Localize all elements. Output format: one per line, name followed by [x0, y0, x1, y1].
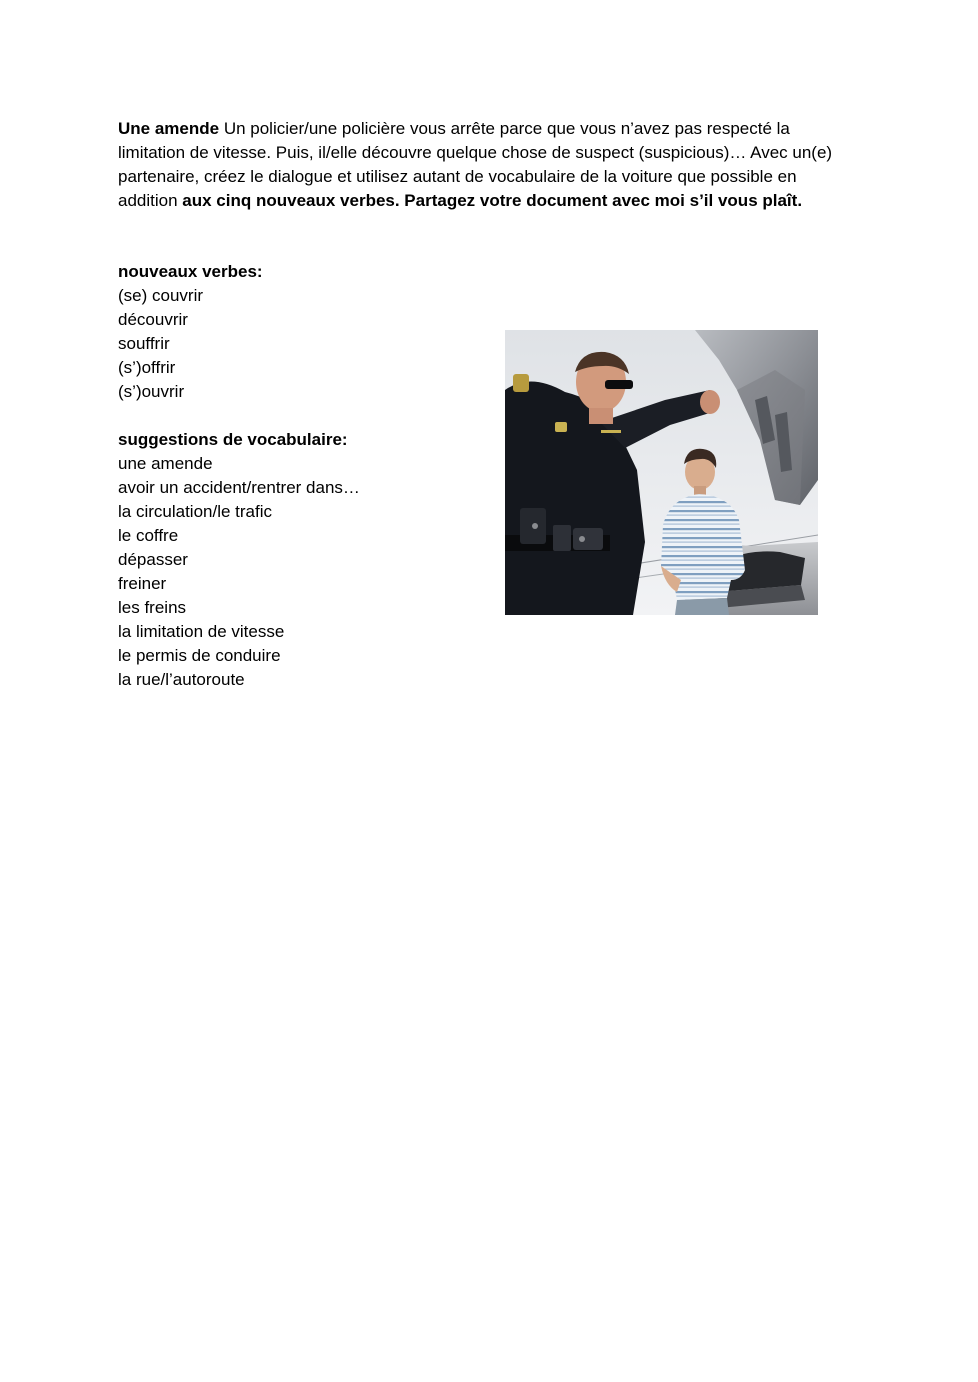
vocabulary-item: la rue/l’autoroute: [118, 670, 245, 689]
new-verbs-list: [118, 284, 478, 404]
new-verbs-heading: nouveaux verbes:: [118, 262, 263, 281]
verb-item: (se) couvrir: [118, 286, 204, 305]
assignment-title: Une amende: [118, 119, 220, 138]
vocabulary-heading: suggestions de vocabulaire:: [118, 430, 348, 449]
vocabulary-item: le permis de conduire: [118, 646, 281, 665]
vocabulary-item: la circulation/le trafic: [118, 502, 273, 521]
verb-item: (s’)ouvrir: [118, 382, 185, 401]
vocabulary-item: le coffre: [118, 526, 179, 545]
verb-item: (s’)offrir: [118, 358, 176, 377]
vocabulary-item: les freins: [118, 598, 187, 617]
vocabulary-item: dépasser: [118, 550, 188, 569]
vocabulary-item: avoir un accident/rentrer dans…: [118, 478, 360, 497]
vocabulary-item: une amende: [118, 454, 213, 473]
vocabulary-list: [118, 452, 478, 692]
new-verbs-section: [118, 260, 478, 404]
instructions-bold-text: aux cinq nouveaux verbes. Partagez votre document avec moi s’il vous plaît.: [182, 191, 803, 210]
vocabulary-item: freiner: [118, 574, 167, 593]
instructions-text: Un policier/une policière vous arrête parce que vous n’avez pas respecté la limitation de vitesse. Puis, il/elle découvre quelque chose de suspect (suspicious)… Avec un(e) partenaire, créez le dialogue et utilisez autant de vocabulaire de la voiture que possible en addition: [118, 119, 833, 210]
verb-item: souffrir: [118, 334, 170, 353]
assignment-instructions: [118, 117, 858, 213]
police-officer-inspecting-car-trunk-photo: [505, 330, 818, 615]
verb-item: découvrir: [118, 310, 188, 329]
vocabulary-section: [118, 428, 478, 692]
vocabulary-item: la limitation de vitesse: [118, 622, 285, 641]
